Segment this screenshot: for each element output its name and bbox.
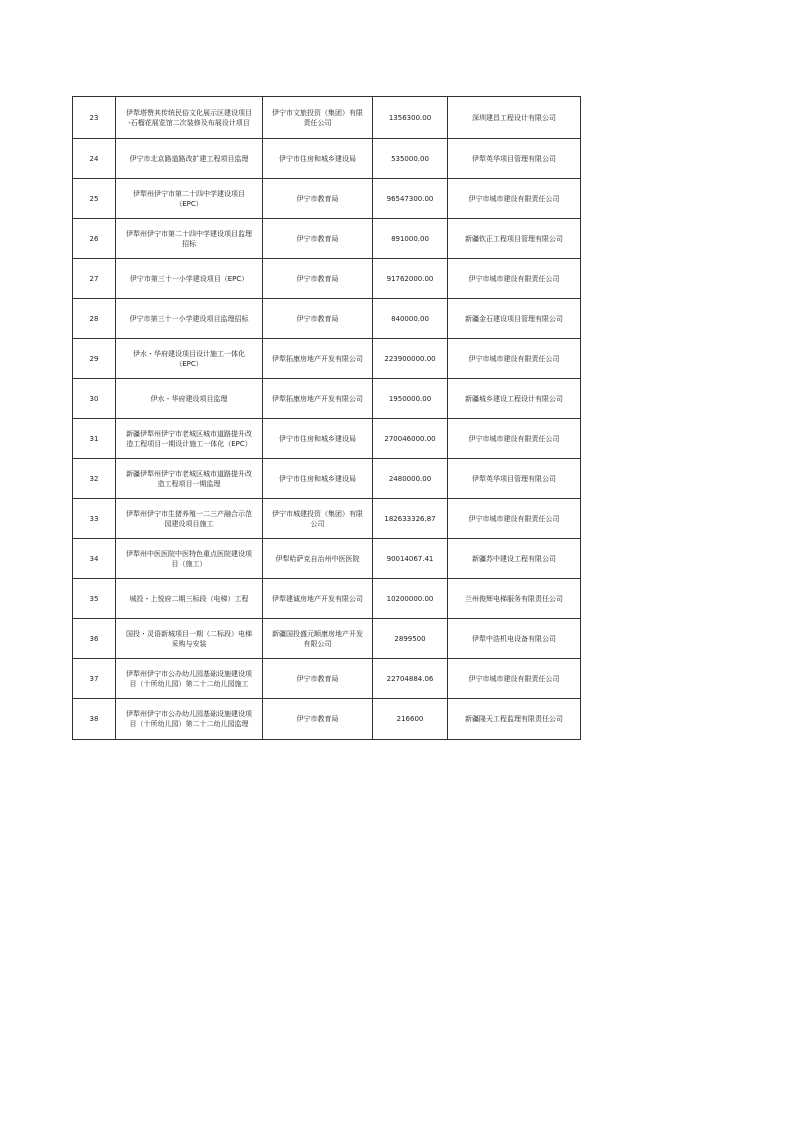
tendering-unit-cell xyxy=(263,579,373,619)
winning-bidder: 伊犁英华项目管理有限公司 xyxy=(472,474,556,483)
tendering-unit: 伊宁市文旅投资（集团）有限 责任公司 xyxy=(272,108,363,127)
project-name-cell xyxy=(116,299,263,339)
table-row xyxy=(73,179,581,219)
table-row xyxy=(73,299,581,339)
project-name: 新疆伊犁州伊宁市老城区城市道路提升改 造工程项目一期设计施工一体化（EPC） xyxy=(126,429,252,448)
winning-bidder-cell xyxy=(448,459,581,499)
row-number: 32 xyxy=(89,474,99,483)
bid-amount-cell xyxy=(373,619,448,659)
project-name-cell xyxy=(116,259,263,299)
table-row xyxy=(73,259,581,299)
winning-bidder: 伊宁市城市建设有限责任公司 xyxy=(468,194,560,203)
bid-amount-cell xyxy=(373,539,448,579)
row-number-cell xyxy=(73,139,116,179)
winning-bidder: 新疆金石建设项目管理有限公司 xyxy=(465,314,563,323)
project-name: 伊宁市第三十一小学建设项目（EPC） xyxy=(129,274,249,283)
bid-amount: 10200000.00 xyxy=(386,594,434,603)
tendering-unit-cell xyxy=(263,179,373,219)
bid-amount-cell xyxy=(373,579,448,619)
project-name-cell xyxy=(116,659,263,699)
winning-bidder-cell xyxy=(448,419,581,459)
project-name: 伊水・华府建设项目设计施工一体化 （EPC） xyxy=(133,349,245,368)
row-number-cell xyxy=(73,339,116,379)
table-row xyxy=(73,499,581,539)
table-row xyxy=(73,97,581,139)
row-number: 38 xyxy=(89,715,99,723)
project-name: 伊宁市北京路道路改扩建工程项目监理 xyxy=(129,154,249,163)
project-name: 伊犁塔赞其传统民俗文化展示区建设项目 -石榴花展览馆二次装修及布展设计项目 xyxy=(126,108,252,127)
project-name-cell xyxy=(116,97,263,139)
winning-bidder: 兰州俊辉电梯服务有限责任公司 xyxy=(465,594,563,603)
row-number-cell xyxy=(73,579,116,619)
table-row xyxy=(73,619,581,659)
table-row xyxy=(73,379,581,419)
project-name-cell xyxy=(116,379,263,419)
tendering-unit: 新疆国投盛元顺康房地产开发 有限公司 xyxy=(272,629,363,648)
project-name: 伊犁州伊宁市生猪养殖一二三产融合示范 园建设项目施工 xyxy=(126,509,252,528)
tendering-unit: 伊宁市住房和城乡建设局 xyxy=(279,154,356,163)
bid-amount-cell xyxy=(373,179,448,219)
tendering-unit-cell xyxy=(263,659,373,699)
winning-bidder-cell xyxy=(448,139,581,179)
bid-amount-cell xyxy=(373,139,448,179)
bid-amount: 182633326.87 xyxy=(384,514,436,523)
row-number: 35 xyxy=(89,594,99,603)
bid-amount-cell xyxy=(373,659,448,699)
row-number: 27 xyxy=(89,274,99,283)
winning-bidder: 伊宁市城市建设有限责任公司 xyxy=(468,354,560,363)
winning-bidder: 伊宁市城市建设有限责任公司 xyxy=(468,674,560,683)
tendering-unit: 伊宁市住房和城乡建设局 xyxy=(279,434,356,443)
row-number: 29 xyxy=(89,354,99,363)
winning-bidder-cell xyxy=(448,619,581,659)
project-name-cell xyxy=(116,219,263,259)
tendering-unit: 伊宁市教育局 xyxy=(296,274,339,283)
project-name-cell xyxy=(116,619,263,659)
row-number: 37 xyxy=(89,674,99,683)
tendering-unit: 伊宁市住房和城乡建设局 xyxy=(279,474,356,483)
project-name: 伊犁州伊宁市第二十四中学建设项目 （EPC） xyxy=(133,189,245,208)
winning-bidder: 新疆隆天工程监理有限责任公司 xyxy=(465,715,563,723)
row-number-cell xyxy=(73,299,116,339)
winning-bidder: 伊宁市城市建设有限责任公司 xyxy=(468,514,560,523)
row-number-cell xyxy=(73,419,116,459)
bid-amount: 96547300.00 xyxy=(386,194,434,203)
winning-bidder-cell xyxy=(448,219,581,259)
project-name-cell xyxy=(116,179,263,219)
bid-amount-cell xyxy=(373,459,448,499)
tendering-unit: 伊宁市教育局 xyxy=(296,234,339,243)
row-number-cell xyxy=(73,499,116,539)
winning-bidder-cell xyxy=(448,179,581,219)
tendering-unit: 伊宁市教育局 xyxy=(296,674,339,683)
winning-bidder: 伊犁英华项目管理有限公司 xyxy=(472,154,556,163)
bid-amount-cell xyxy=(373,219,448,259)
project-name: 伊犁州中医医院中医特色重点医院建设项 目（施工） xyxy=(126,549,252,568)
row-number-cell xyxy=(73,219,116,259)
table-row xyxy=(73,419,581,459)
tendering-unit: 伊犁建诚房地产开发有限公司 xyxy=(272,594,363,603)
winning-bidder-cell xyxy=(448,579,581,619)
row-number-cell xyxy=(73,259,116,299)
table-row xyxy=(73,459,581,499)
table-row xyxy=(73,579,581,619)
bid-amount-cell xyxy=(373,699,448,740)
tendering-unit: 伊犁哈萨克自治州中医医院 xyxy=(275,554,360,563)
table-row xyxy=(73,339,581,379)
winning-bidder-cell xyxy=(448,699,581,740)
bid-amount-cell xyxy=(373,299,448,339)
winning-bidder-cell xyxy=(448,339,581,379)
row-number-cell xyxy=(73,459,116,499)
row-number: 33 xyxy=(89,514,99,523)
bid-amount: 535000.00 xyxy=(391,154,429,163)
bid-amount-cell xyxy=(373,379,448,419)
table-row xyxy=(73,219,581,259)
project-name: 伊宁市第三十一小学建设项目监理招标 xyxy=(129,314,249,323)
project-name-cell xyxy=(116,579,263,619)
bid-amount: 840000.00 xyxy=(391,314,429,323)
winning-bidder: 伊宁市城市建设有限责任公司 xyxy=(468,434,560,443)
winning-bidder-cell xyxy=(448,299,581,339)
winning-bidder-cell xyxy=(448,379,581,419)
bid-amount-cell xyxy=(373,339,448,379)
tendering-unit: 伊宁市教育局 xyxy=(296,715,339,723)
project-name-cell xyxy=(116,699,263,740)
row-number-cell xyxy=(73,379,116,419)
winning-bidder: 新疆苏中建设工程有限公司 xyxy=(472,554,556,563)
winning-bidder-cell xyxy=(448,539,581,579)
winning-bidder: 新疆钦正工程项目管理有限公司 xyxy=(465,234,563,243)
bid-amount-cell xyxy=(373,499,448,539)
row-number-cell xyxy=(73,539,116,579)
tendering-unit-cell xyxy=(263,339,373,379)
project-name-cell xyxy=(116,139,263,179)
tendering-unit: 伊犁拓康房地产开发有限公司 xyxy=(272,354,363,363)
row-number-cell xyxy=(73,659,116,699)
bid-amount: 216600 xyxy=(396,715,424,723)
bid-amount: 1950000.00 xyxy=(388,394,432,403)
table-row xyxy=(73,659,581,699)
winning-bidder-cell xyxy=(448,659,581,699)
row-number: 26 xyxy=(89,234,99,243)
bid-amount: 91762000.00 xyxy=(386,274,434,283)
tendering-unit-cell xyxy=(263,499,373,539)
tendering-unit-cell xyxy=(263,459,373,499)
bid-amount: 223900000.00 xyxy=(384,354,436,363)
row-number: 25 xyxy=(89,194,99,203)
tendering-unit-cell xyxy=(263,139,373,179)
project-name: 城投・上悦府二期三标段（电梯）工程 xyxy=(129,594,249,603)
bid-amount: 270046000.00 xyxy=(384,434,436,443)
project-name: 新疆伊犁州伊宁市老城区城市道路提升改 造工程项目一期监理 xyxy=(126,469,252,488)
bid-amount: 891000.00 xyxy=(391,234,429,243)
row-number: 30 xyxy=(89,394,99,403)
row-number: 36 xyxy=(89,634,99,643)
bid-amount: 2899500 xyxy=(394,634,426,643)
bid-amount-cell xyxy=(373,259,448,299)
project-name-cell xyxy=(116,539,263,579)
table-row xyxy=(73,139,581,179)
row-number: 28 xyxy=(89,314,99,323)
winning-bidder: 新疆城乡建设工程设计有限公司 xyxy=(465,394,563,403)
row-number-cell xyxy=(73,179,116,219)
winning-bidder-cell xyxy=(448,259,581,299)
tendering-unit-cell xyxy=(263,299,373,339)
row-number: 34 xyxy=(89,554,99,563)
bid-results-table xyxy=(72,96,581,740)
project-name-cell xyxy=(116,339,263,379)
tendering-unit-cell xyxy=(263,97,373,139)
winning-bidder: 伊犁中浩机电设备有限公司 xyxy=(472,634,556,643)
project-name-cell xyxy=(116,499,263,539)
bid-amount: 2480000.00 xyxy=(388,474,432,483)
table-row xyxy=(73,539,581,579)
row-number: 31 xyxy=(89,434,99,443)
tendering-unit-cell xyxy=(263,619,373,659)
winning-bidder-cell xyxy=(448,499,581,539)
winning-bidder: 深圳建昌工程设计有限公司 xyxy=(472,113,556,122)
tendering-unit-cell xyxy=(263,219,373,259)
row-number: 23 xyxy=(89,113,99,122)
row-number: 24 xyxy=(89,154,99,163)
winning-bidder-cell xyxy=(448,97,581,139)
project-name: 国投・灵语新城项目一期（二标段）电梯 采购与安装 xyxy=(126,629,252,648)
tendering-unit-cell xyxy=(263,259,373,299)
project-name: 伊水・华府建设项目监理 xyxy=(150,394,228,403)
tendering-unit: 伊犁拓康房地产开发有限公司 xyxy=(272,394,363,403)
tendering-unit-cell xyxy=(263,539,373,579)
project-name: 伊犁州伊宁市公办幼儿园基础设施建设项 目（十所幼儿园）第二十二幼儿园施工 xyxy=(126,669,252,688)
bid-amount: 22704884.06 xyxy=(386,674,434,683)
row-number-cell xyxy=(73,619,116,659)
tendering-unit: 伊宁市教育局 xyxy=(296,194,339,203)
bid-amount-cell xyxy=(373,419,448,459)
project-name-cell xyxy=(116,459,263,499)
project-name: 伊犁州伊宁市公办幼儿园基础设施建设项 目（十所幼儿园）第二十二幼儿园监理 xyxy=(126,710,252,728)
project-name-cell xyxy=(116,419,263,459)
winning-bidder: 伊宁市城市建设有限责任公司 xyxy=(468,274,560,283)
table-body xyxy=(73,97,581,740)
bid-amount-cell xyxy=(373,97,448,139)
bid-amount: 90014067.41 xyxy=(386,554,434,563)
tendering-unit: 伊宁市城建投资（集团）有限 公司 xyxy=(272,509,363,528)
tendering-unit-cell xyxy=(263,379,373,419)
bid-amount: 1356300.00 xyxy=(388,113,432,122)
row-number-cell xyxy=(73,699,116,740)
table-row xyxy=(73,699,581,740)
tendering-unit-cell xyxy=(263,419,373,459)
tendering-unit: 伊宁市教育局 xyxy=(296,314,339,323)
project-name: 伊犁州伊宁市第二十四中学建设项目监理 招标 xyxy=(126,229,252,248)
tendering-unit-cell xyxy=(263,699,373,740)
row-number-cell xyxy=(73,97,116,139)
